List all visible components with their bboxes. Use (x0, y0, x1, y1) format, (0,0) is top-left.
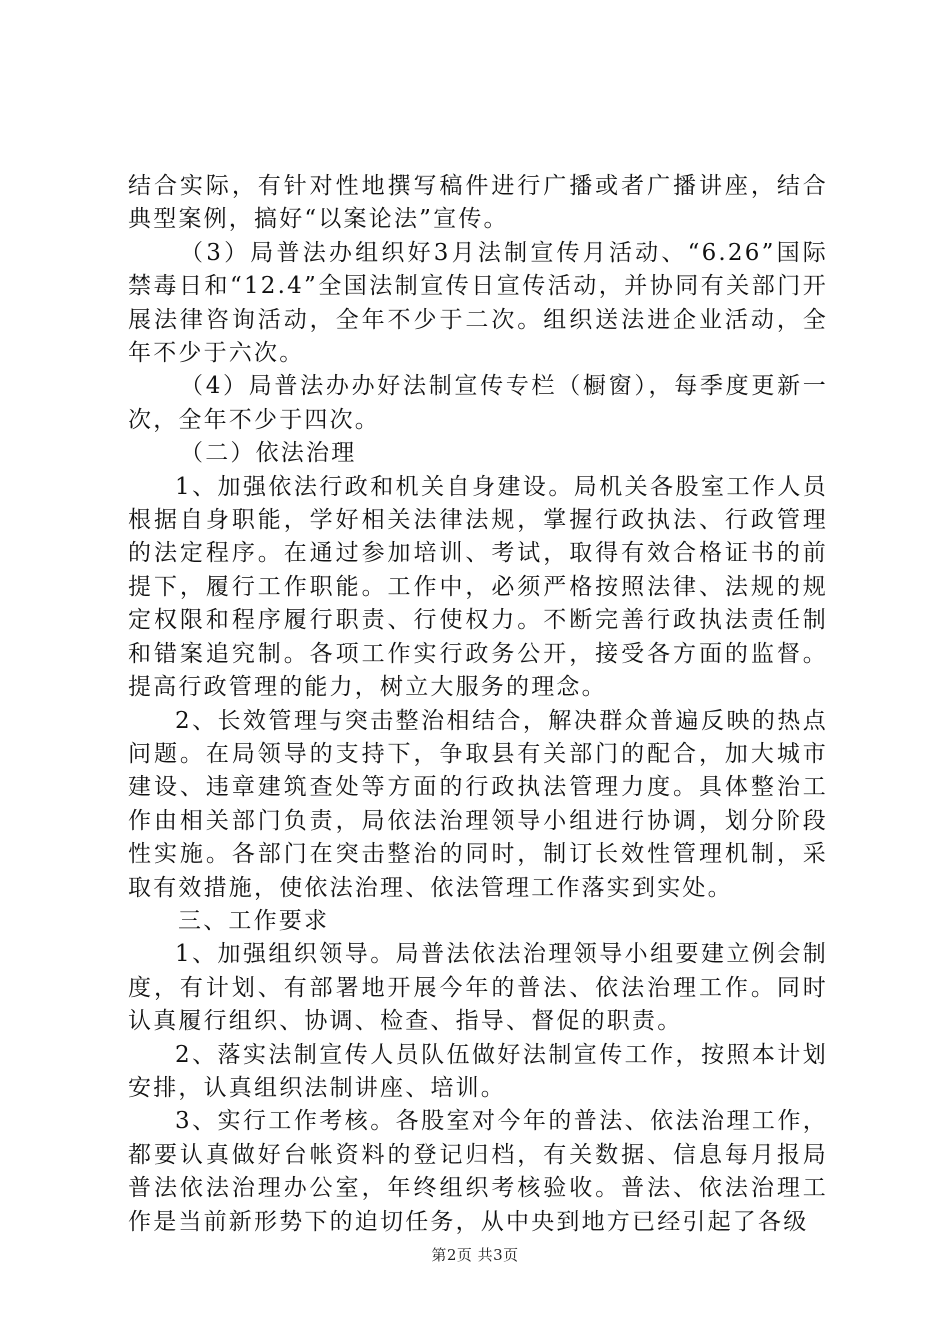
paragraph-rule-of-law-2: 2、长效管理与突击整治相结合，解决群众普遍反映的热点问题。在局领导的支持下，争取县有关部门的配合，加大城市建设、违章建筑查处等方面的行政执法管理力度。具体整治工作由相关部门负责，局依法治理领导小组进行协调，划分阶段性实施。各部门在突击整治的同时，制订长效性管理机制，采取有效措施，使依法治理、依法管理工作落实到实处。 (128, 707, 828, 901)
paragraph-continuation: 结合实际，有针对性地撰写稿件进行广播或者广播讲座，结合典型案例，搞好“以案论法”宣传。 (128, 173, 828, 233)
page-footer: 第2页 共3页 (431, 1246, 519, 1264)
paragraph-item-4: （4）局普法办办好法制宣传专栏（橱窗），每季度更新一次，全年不少于四次。 (128, 373, 828, 433)
section-heading-requirements: 三、工作要求 (178, 907, 330, 934)
paragraph-requirement-3: 3、实行工作考核。各股室对今年的普法、依法治理工作，都要认真做好台帐资料的登记归档，有关数据、信息每月报局普法依法治理办公室，年终组织考核验收。普法、依法治理工作是当前新形势下的迫切任务，从中央到地方已经引起了各级 (128, 1108, 828, 1235)
section-heading-rule-of-law: （二）依法治理 (180, 440, 357, 467)
paragraph-requirement-1: 1、加强组织领导。局普法依法治理领导小组要建立例会制度，有计划、有部署地开展今年的普法、依法治理工作。同时认真履行组织、协调、检查、指导、督促的职责。 (128, 941, 828, 1035)
document-body (128, 170, 828, 1239)
paragraph-rule-of-law-1: 1、加强依法行政和机关自身建设。局机关各股室工作人员根据自身职能，学好相关法律法规，掌握行政执法、行政管理的法定程序。在通过参加培训、考试，取得有效合格证书的前提下，履行工作职能。工作中，必须严格按照法律、法规的规定权限和程序履行职责、行使权力。不断完善行政执法责任制和错案追究制。各项工作实行政务公开，接受各方面的监督。提高行政管理的能力，树立大服务的理念。 (128, 473, 828, 701)
paragraph-item-3: （3）局普法办组织好3月法制宣传月活动、“6.26”国际禁毒日和“12.4”全国法制宣传日宣传活动，并协同有关部门开展法律咨询活动，全年不少于二次。组织送法进企业活动，全年不少于六次。 (128, 239, 828, 367)
paragraph-requirement-2: 2、落实法制宣传人员队伍做好法制宣传工作，按照本计划安排，认真组织法制讲座、培训。 (128, 1041, 828, 1101)
